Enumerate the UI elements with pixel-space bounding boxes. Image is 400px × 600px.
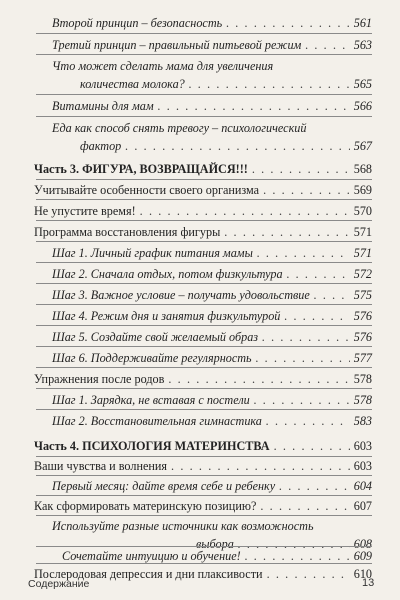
dot-leader bbox=[158, 99, 350, 113]
toc-entry-title: Шаг 1. Зарядка, не вставая с постели bbox=[52, 393, 250, 407]
separator-line bbox=[36, 456, 372, 457]
toc-part-heading bbox=[34, 439, 372, 453]
toc-entry-title: Используйте разные источники как возможность bbox=[52, 519, 314, 533]
dot-leader bbox=[189, 77, 350, 91]
toc-entry-title: Программа восстановления фигуры bbox=[34, 225, 221, 239]
separator-line bbox=[36, 116, 372, 117]
toc-entry-title-continued: фактор bbox=[80, 139, 122, 153]
toc-entry bbox=[52, 267, 372, 281]
dot-leader bbox=[226, 16, 350, 30]
separator-line bbox=[36, 325, 372, 326]
toc-entry-page: 577 bbox=[353, 351, 372, 365]
dot-leader bbox=[266, 414, 350, 428]
dot-leader bbox=[257, 246, 350, 260]
toc-entry-page: 583 bbox=[353, 414, 372, 428]
dot-leader bbox=[140, 204, 350, 218]
dot-leader bbox=[284, 309, 349, 323]
toc-entry-page: 578 bbox=[353, 372, 372, 386]
toc-entry-page: 578 bbox=[353, 393, 372, 407]
dot-leader bbox=[287, 267, 350, 281]
toc-entry bbox=[52, 309, 372, 323]
dot-leader bbox=[171, 459, 350, 473]
toc-entry-title: Учитывайте особенности своего организма bbox=[34, 183, 260, 197]
toc-entry bbox=[34, 459, 372, 473]
toc-entry bbox=[52, 393, 372, 407]
toc-entry-title: Второй принцип – безопасность bbox=[52, 16, 223, 30]
toc-entry-title: Первый месяц: дайте время себе и ребенку bbox=[52, 479, 276, 493]
separator-line bbox=[36, 179, 372, 180]
part-title: Часть 4. ПСИХОЛОГИЯ МАТЕРИНСТВА bbox=[34, 439, 270, 453]
toc-entry-page: 563 bbox=[353, 38, 372, 52]
separator-line bbox=[36, 304, 372, 305]
toc-entry-title: Витамины для мам bbox=[52, 99, 154, 113]
toc-entry-page: 576 bbox=[353, 330, 372, 344]
toc-part-heading bbox=[34, 162, 372, 176]
toc-entry bbox=[52, 479, 372, 493]
toc-entry bbox=[34, 204, 372, 218]
toc-entry-page: 565 bbox=[353, 77, 372, 91]
separator-line bbox=[36, 388, 372, 389]
dot-leader bbox=[262, 330, 350, 344]
toc-entry bbox=[34, 183, 372, 197]
separator-line bbox=[36, 54, 372, 55]
separator-line bbox=[36, 546, 372, 547]
toc-entry-title: Ваши чувства и волнения bbox=[34, 459, 168, 473]
toc-entry bbox=[34, 225, 372, 239]
separator-line bbox=[36, 262, 372, 263]
dot-leader bbox=[279, 479, 350, 493]
toc-entry-page: 570 bbox=[353, 204, 372, 218]
dot-leader bbox=[252, 162, 350, 176]
toc-entry-title: Что может сделать мама для увеличения bbox=[52, 59, 274, 73]
toc-entry-title: Шаг 2. Восстановительная гимнастика bbox=[52, 414, 262, 428]
toc-entry bbox=[80, 77, 372, 91]
toc-entry-title: Третий принцип – правильный питьевой режим bbox=[52, 38, 302, 52]
toc-entry bbox=[52, 99, 372, 113]
toc-entry-title: Упражнения после родов bbox=[34, 372, 165, 386]
separator-line bbox=[36, 515, 372, 516]
separator-line bbox=[36, 33, 372, 34]
toc-entry bbox=[34, 372, 372, 386]
toc-entry-page: 609 bbox=[353, 549, 372, 563]
toc-entry bbox=[52, 330, 372, 344]
toc-entry-title: Шаг 3. Важное условие – получать удовольствие bbox=[52, 288, 310, 302]
toc-entry-page: 561 bbox=[353, 16, 372, 30]
toc-entry-page: 607 bbox=[353, 499, 372, 513]
separator-line bbox=[36, 495, 372, 496]
toc-entry-page: 603 bbox=[353, 459, 372, 473]
separator-line bbox=[36, 367, 372, 368]
dot-leader bbox=[245, 549, 350, 563]
toc-entry-page: 576 bbox=[353, 309, 372, 323]
separator-line bbox=[36, 94, 372, 95]
toc-entry-page: 568 bbox=[353, 162, 372, 176]
toc-entry-page: 569 bbox=[353, 183, 372, 197]
separator-line bbox=[36, 199, 372, 200]
toc-entry-page: 604 bbox=[353, 479, 372, 493]
separator-line bbox=[36, 475, 372, 476]
dot-leader bbox=[254, 393, 350, 407]
toc-entry-title: Шаг 6. Поддерживайте регулярность bbox=[52, 351, 252, 365]
toc-entry bbox=[52, 351, 372, 365]
part-title: Часть 3. ФИГУРА, ВОЗВРАЩАЙСЯ!!! bbox=[34, 162, 248, 176]
toc-entry-title: Сочетайте интуицию и обучение! bbox=[62, 549, 241, 563]
footer-page-number: 13 bbox=[362, 577, 375, 589]
toc-entry bbox=[52, 38, 372, 52]
toc-entry-page: 575 bbox=[353, 288, 372, 302]
toc-entry-page: 610 bbox=[353, 567, 372, 581]
toc-entry bbox=[52, 16, 372, 30]
separator-line bbox=[36, 220, 372, 221]
separator-line bbox=[36, 241, 372, 242]
toc-entry bbox=[52, 288, 372, 302]
toc-entry-page: 603 bbox=[353, 439, 372, 453]
toc-entry-title: Шаг 4. Режим дня и занятия физкультурой bbox=[52, 309, 281, 323]
toc-entry-title: Шаг 2. Сначала отдых, потом физкультура bbox=[52, 267, 283, 281]
toc-entry-page: 571 bbox=[353, 246, 372, 260]
separator-line bbox=[36, 563, 372, 564]
dot-leader bbox=[305, 38, 349, 52]
toc-entry-title: Послеродовая депрессия и дни плаксивости bbox=[34, 567, 263, 581]
dot-leader bbox=[267, 567, 350, 581]
separator-line bbox=[36, 283, 372, 284]
toc-entry-page: 567 bbox=[353, 139, 372, 153]
dot-leader bbox=[125, 139, 349, 153]
toc-entry-page: 572 bbox=[353, 267, 372, 281]
separator-line bbox=[36, 346, 372, 347]
dot-leader bbox=[260, 499, 349, 513]
toc-entry-title: Шаг 5. Создайте свой желаемый образ bbox=[52, 330, 259, 344]
toc-entry bbox=[62, 549, 372, 563]
toc-entry-title-continued: выбора bbox=[196, 537, 234, 551]
toc-entry bbox=[52, 414, 372, 428]
toc-entry bbox=[34, 499, 372, 513]
dot-leader bbox=[256, 351, 350, 365]
toc-entry-page: 566 bbox=[353, 99, 372, 113]
toc-entry-title-continued: количества молока? bbox=[80, 77, 185, 91]
toc-entry bbox=[52, 246, 372, 260]
toc-entry-page: 608 bbox=[353, 537, 372, 551]
dot-leader bbox=[224, 225, 349, 239]
dot-leader bbox=[274, 439, 350, 453]
separator-line bbox=[36, 409, 372, 410]
toc-entry bbox=[80, 139, 372, 153]
footer-section-label: Содержание bbox=[28, 578, 90, 590]
toc-entry-title: Как сформировать материнскую позицию? bbox=[34, 499, 257, 513]
toc-entry-title: Еда как способ снять тревогу – психологический bbox=[52, 121, 307, 135]
toc-entry-page: 571 bbox=[353, 225, 372, 239]
dot-leader bbox=[314, 288, 350, 302]
dot-leader bbox=[263, 183, 350, 197]
dot-leader bbox=[168, 372, 349, 386]
toc-entry-title: Не упустите время! bbox=[34, 204, 136, 218]
toc-entry-title: Шаг 1. Личный график питания мамы bbox=[52, 246, 253, 260]
